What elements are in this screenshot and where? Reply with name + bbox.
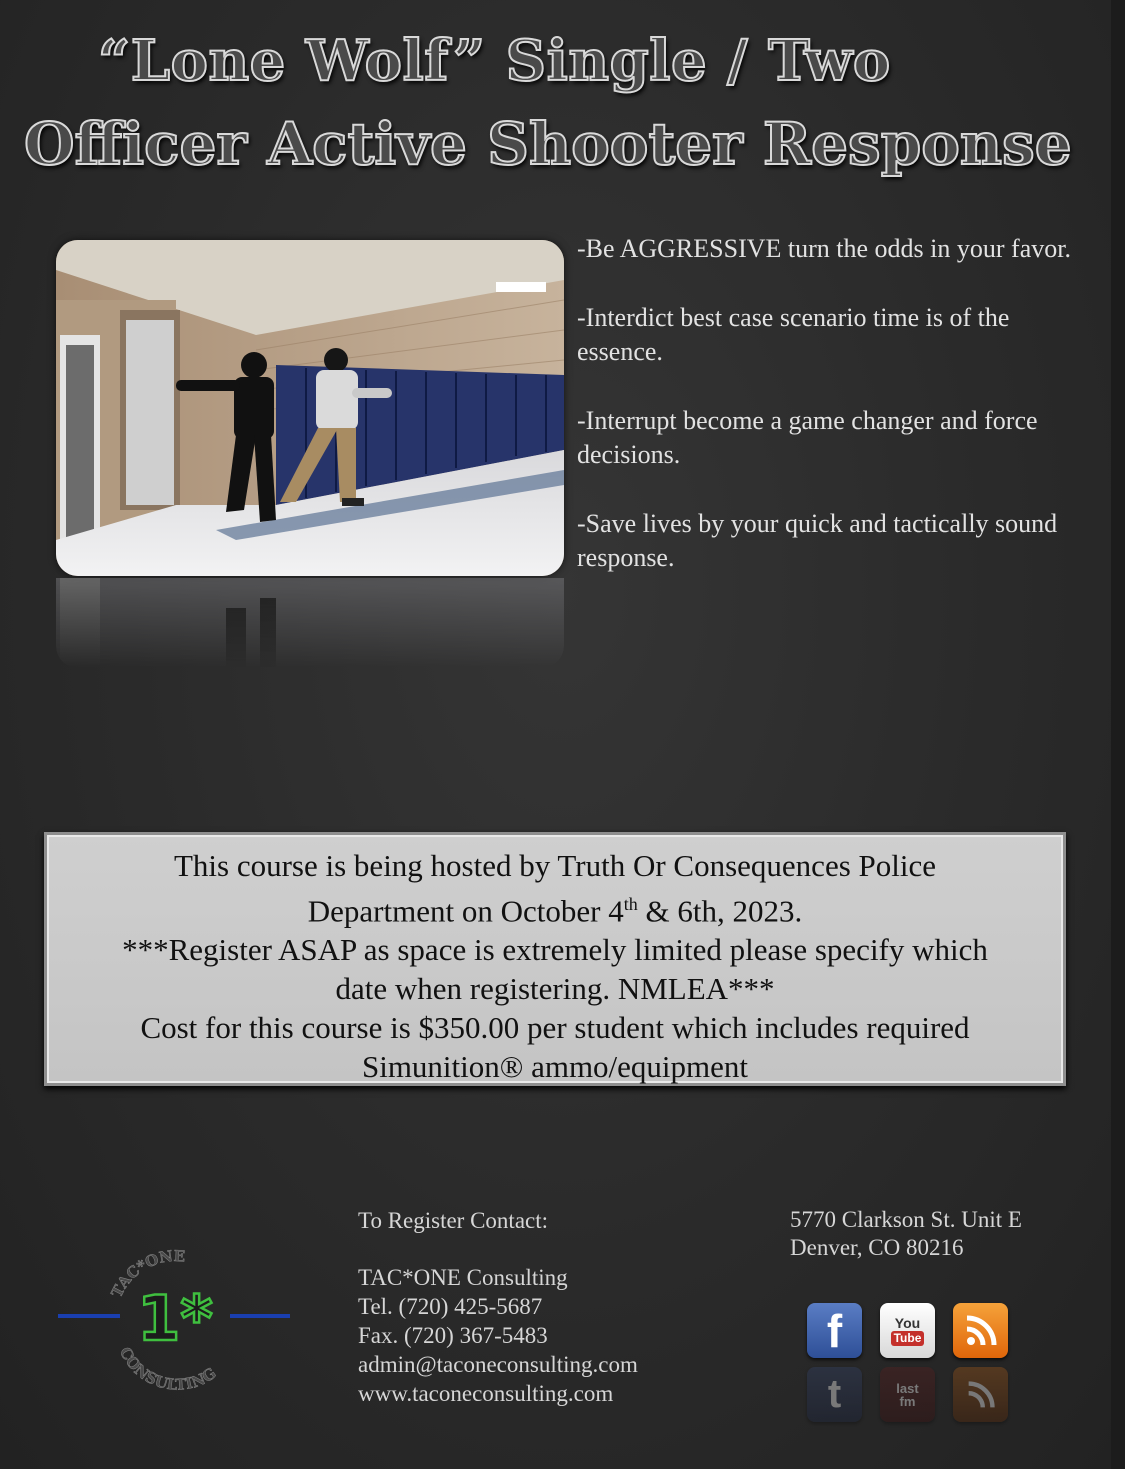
info-line-6: Simunition® ammo/equipment [361,1049,749,1085]
info-line-2 [47,885,1063,930]
logo-top-text: TAC*ONE [107,1246,186,1301]
contact-tel: Tel. (720) 425-5687 [358,1294,543,1319]
bullet-item: -Interrupt become a game changer and force decisions. [577,406,1038,469]
info-line-2-pre: Department on October 4 [307,893,624,929]
info-line-5: Cost for this course is $350.00 per student which includes required [140,1010,970,1046]
contact-heading: To Register Contact: [358,1208,549,1233]
info-line-2-sup: th [623,894,638,914]
tumblr-icon[interactable]: t [807,1367,862,1422]
title-line-1: “Lone Wolf” Single / Two [98,28,891,94]
rss-icon[interactable] [953,1303,1008,1358]
info-line-3: ***Register ASAP as space is extremely limited please specify which [122,932,988,968]
address-line-2: Denver, CO 80216 [790,1235,964,1260]
logo-mark: 1* [137,1282,213,1355]
contact-fax: Fax. (720) 367-5483 [358,1323,548,1348]
contact-email[interactable]: admin@taconeconsulting.com [358,1352,638,1377]
contact-company: TAC*ONE Consulting [358,1265,568,1290]
bullet-item: -Save lives by your quick and tactically sound response. [577,509,1058,572]
lastfm-icon[interactable]: last fm [880,1367,935,1422]
youtube-icon[interactable]: You Tube [880,1303,935,1358]
info-line-2-post: & 6th, 2023. [637,893,803,929]
bullet-list [577,232,1077,610]
bullet-item: -Interdict best case scenario time is of the essence. [577,303,1010,366]
course-info-box [44,832,1066,1086]
photo-reflection [56,578,564,668]
contact-block [358,1206,638,1408]
address-line-1: 5770 Clarkson St. Unit E [790,1207,1022,1232]
info-line-1: This course is being hosted by Truth Or Consequences Police [173,848,936,883]
title-line-2: Officer Active Shooter Response [24,110,1072,178]
taconeconsulting-logo [54,1236,294,1406]
address-block [790,1206,1022,1262]
rss-reflection-icon [953,1367,1008,1422]
info-line-4: date when registering. NMLEA*** [335,971,775,1007]
facebook-icon[interactable]: f [807,1303,862,1358]
bullet-item: -Be AGGRESSIVE turn the odds in your favor. [577,234,1071,263]
logo-bottom-text: CONSULTING [115,1344,220,1394]
contact-website[interactable]: www.taconeconsulting.com [358,1381,614,1406]
training-photo [56,240,564,576]
page-edge [1111,0,1125,1469]
